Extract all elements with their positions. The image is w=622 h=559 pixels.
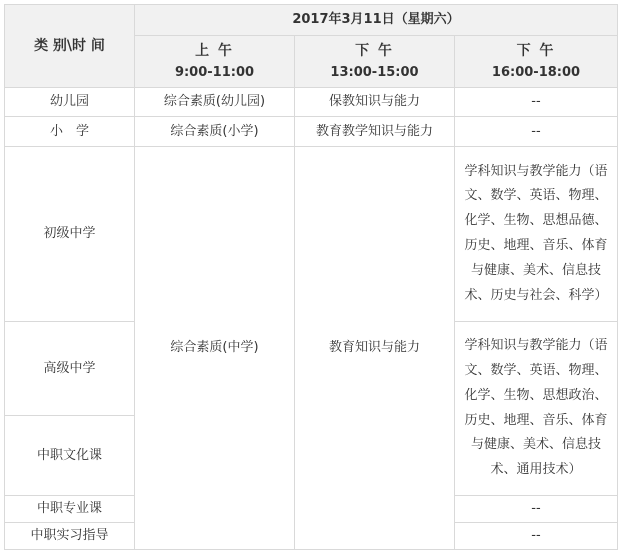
table-row	[5, 147, 618, 322]
subject-cell: --	[455, 523, 618, 550]
secondary-morning-cell: 综合素质(中学)	[135, 147, 295, 550]
table-row	[5, 117, 618, 147]
subject-cell: --	[455, 88, 618, 117]
senior-subjects-cell: 学科知识与教学能力（语文、数学、英语、物理、化学、生物、思想政治、历史、地理、音乐、体育与健康、美术、信息技术、通用技术）	[455, 322, 618, 496]
junior-subjects-cell: 学科知识与教学能力（语文、数学、英语、物理、化学、生物、思想品德、历史、地理、音乐、体育与健康、美术、信息技术、历史与社会、科学）	[455, 147, 618, 322]
period-header-morning	[135, 36, 295, 88]
category-cell: 高级中学	[5, 322, 135, 416]
period-label: 下 午	[355, 42, 394, 59]
exam-schedule-table	[4, 4, 618, 550]
subject-cell: 综合素质(幼儿园)	[135, 88, 295, 117]
period-header-late-afternoon	[455, 36, 618, 88]
subject-cell: 保教知识与能力	[295, 88, 455, 117]
secondary-afternoon-cell: 教育知识与能力	[295, 147, 455, 550]
subject-cell: 教育教学知识与能力	[295, 117, 455, 147]
category-cell: 幼儿园	[5, 88, 135, 117]
subject-cell: 综合素质(小学)	[135, 117, 295, 147]
period-time: 9:00-11:00	[174, 64, 255, 80]
period-label: 上 午	[195, 42, 234, 59]
period-label: 下 午	[516, 42, 556, 59]
category-cell: 初级中学	[5, 147, 135, 322]
corner-header: 类 别\时 间	[5, 5, 135, 88]
date-header: 2017年3月11日（星期六）	[135, 5, 618, 36]
category-cell: 小 学	[5, 117, 135, 147]
period-time: 13:00-15:00	[330, 64, 419, 80]
subject-cell: --	[455, 496, 618, 523]
subject-cell: --	[455, 117, 618, 147]
category-cell: 中职专业课	[5, 496, 135, 523]
period-time: 16:00-18:00	[491, 64, 581, 80]
category-cell: 中职实习指导	[5, 523, 135, 550]
category-cell: 中职文化课	[5, 416, 135, 496]
table-row	[5, 88, 618, 117]
period-header-afternoon	[295, 36, 455, 88]
